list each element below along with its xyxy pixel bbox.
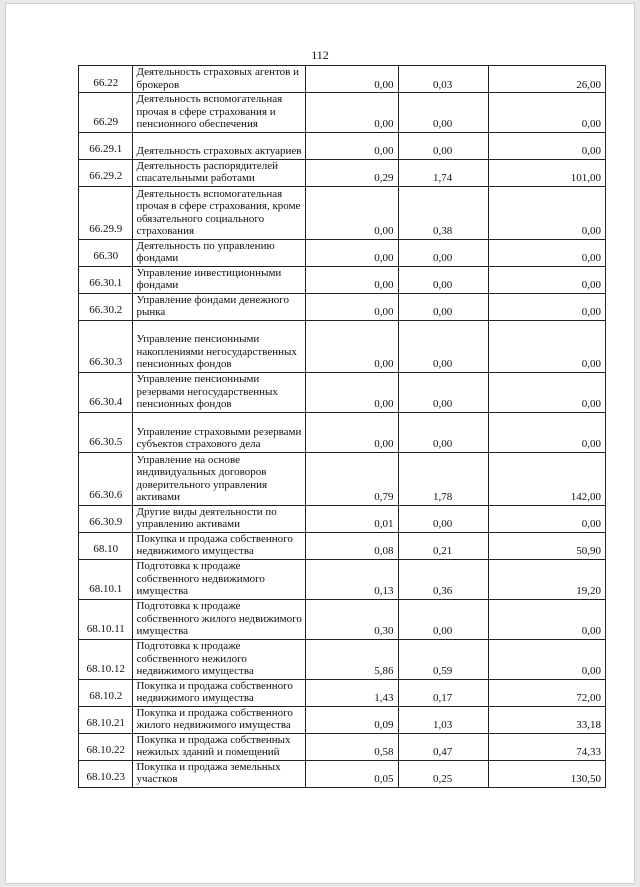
row-activity-name: Управление на основе индивидуальных договоров доверительного управления активами	[133, 452, 306, 505]
row-value-3: 130,50	[488, 760, 605, 787]
row-value-2: 0,00	[398, 320, 488, 372]
table-row	[79, 733, 606, 760]
table-row	[79, 293, 606, 320]
row-value-3: 0,00	[488, 93, 605, 133]
row-value-1: 0,00	[306, 293, 398, 320]
row-activity-name: Покупка и продажа земельных участков	[133, 760, 306, 787]
row-value-2: 0,00	[398, 505, 488, 532]
activity-table	[78, 65, 606, 788]
table-row	[79, 412, 606, 452]
row-value-3: 142,00	[488, 452, 605, 505]
row-code: 66.30.1	[79, 266, 133, 293]
row-value-3: 0,00	[488, 266, 605, 293]
row-value-2: 0,21	[398, 532, 488, 559]
table-row	[79, 760, 606, 787]
row-value-3: 0,00	[488, 599, 605, 639]
table-row	[79, 186, 606, 239]
row-value-2: 0,17	[398, 679, 488, 706]
row-value-2: 0,00	[398, 132, 488, 159]
table-row	[79, 66, 606, 93]
row-activity-name: Управление инвестиционными фондами	[133, 266, 306, 293]
row-code: 66.29.1	[79, 132, 133, 159]
row-code: 68.10.1	[79, 559, 133, 599]
row-code: 68.10.2	[79, 679, 133, 706]
row-code: 66.30	[79, 239, 133, 266]
table-row	[79, 532, 606, 559]
row-activity-name: Подготовка к продаже собственного недвижимого имущества	[133, 559, 306, 599]
row-code: 68.10.21	[79, 706, 133, 733]
row-value-2: 0,00	[398, 239, 488, 266]
row-value-1: 0,29	[306, 159, 398, 186]
table-row	[79, 266, 606, 293]
row-activity-name: Деятельность распорядителей спасательными работами	[133, 159, 306, 186]
row-value-1: 0,00	[306, 186, 398, 239]
row-value-1: 5,86	[306, 639, 398, 679]
row-value-2: 0,36	[398, 559, 488, 599]
row-value-1: 0,00	[306, 372, 398, 412]
row-value-1: 0,01	[306, 505, 398, 532]
row-value-2: 0,25	[398, 760, 488, 787]
row-value-1: 0,58	[306, 733, 398, 760]
row-code: 66.22	[79, 66, 133, 93]
row-value-1: 0,00	[306, 239, 398, 266]
row-value-1: 0,05	[306, 760, 398, 787]
row-activity-name: Покупка и продажа собственного недвижимого имущества	[133, 532, 306, 559]
row-value-1: 0,79	[306, 452, 398, 505]
row-value-3: 50,90	[488, 532, 605, 559]
row-activity-name: Подготовка к продаже собственного нежилого недвижимого имущества	[133, 639, 306, 679]
table-row	[79, 452, 606, 505]
row-code: 66.30.3	[79, 320, 133, 372]
row-code: 66.30.5	[79, 412, 133, 452]
row-activity-name: Покупка и продажа собственных нежилых зданий и помещений	[133, 733, 306, 760]
row-value-1: 0,00	[306, 93, 398, 133]
row-activity-name: Покупка и продажа собственного жилого недвижимого имущества	[133, 706, 306, 733]
table-row	[79, 159, 606, 186]
row-value-2: 0,59	[398, 639, 488, 679]
row-value-1: 1,43	[306, 679, 398, 706]
row-value-2: 0,00	[398, 599, 488, 639]
row-value-2: 0,47	[398, 733, 488, 760]
table-row	[79, 132, 606, 159]
table-row	[79, 559, 606, 599]
row-value-3: 0,00	[488, 639, 605, 679]
row-activity-name: Управление пенсионными резервами негосударственных пенсионных фондов	[133, 372, 306, 412]
row-value-1: 0,00	[306, 412, 398, 452]
row-value-2: 0,00	[398, 293, 488, 320]
row-value-3: 0,00	[488, 412, 605, 452]
row-value-3: 0,00	[488, 320, 605, 372]
page-number: 112	[311, 48, 329, 62]
row-value-1: 0,00	[306, 266, 398, 293]
row-code: 66.29.9	[79, 186, 133, 239]
row-value-2: 1,74	[398, 159, 488, 186]
row-value-3: 19,20	[488, 559, 605, 599]
row-value-1: 0,00	[306, 132, 398, 159]
row-code: 68.10.23	[79, 760, 133, 787]
row-value-1: 0,00	[306, 320, 398, 372]
row-code: 66.30.2	[79, 293, 133, 320]
row-value-3: 0,00	[488, 239, 605, 266]
row-value-3: 0,00	[488, 372, 605, 412]
row-value-2: 1,78	[398, 452, 488, 505]
row-value-3: 0,00	[488, 132, 605, 159]
table-row	[79, 239, 606, 266]
row-value-3: 33,18	[488, 706, 605, 733]
row-value-3: 74,33	[488, 733, 605, 760]
row-activity-name: Покупка и продажа собственного недвижимого имущества	[133, 679, 306, 706]
table-row	[79, 639, 606, 679]
row-value-1: 0,13	[306, 559, 398, 599]
row-code: 66.30.6	[79, 452, 133, 505]
row-value-1: 0,00	[306, 66, 398, 93]
table-row	[79, 372, 606, 412]
row-value-2: 0,03	[398, 66, 488, 93]
row-value-3: 26,00	[488, 66, 605, 93]
row-value-3: 0,00	[488, 505, 605, 532]
table-row	[79, 320, 606, 372]
row-activity-name: Деятельность вспомогательная прочая в сфере страхования, кроме обязательного социального страхования	[133, 186, 306, 239]
row-value-2: 0,00	[398, 93, 488, 133]
row-activity-name: Подготовка к продаже собственного жилого недвижимого имущества	[133, 599, 306, 639]
table-row	[79, 706, 606, 733]
row-value-1: 0,30	[306, 599, 398, 639]
table-row	[79, 505, 606, 532]
row-activity-name: Деятельность по управлению фондами	[133, 239, 306, 266]
row-code: 68.10	[79, 532, 133, 559]
row-activity-name: Другие виды деятельности по управлению активами	[133, 505, 306, 532]
row-code: 66.29	[79, 93, 133, 133]
row-activity-name: Управление фондами денежного рынка	[133, 293, 306, 320]
row-code: 66.29.2	[79, 159, 133, 186]
document-page	[6, 4, 634, 883]
row-activity-name: Деятельность вспомогательная прочая в сфере страхования и пенсионного обеспечения	[133, 93, 306, 133]
row-activity-name: Деятельность страховых агентов и брокеров	[133, 66, 306, 93]
row-code: 68.10.12	[79, 639, 133, 679]
row-value-3: 0,00	[488, 186, 605, 239]
row-value-3: 101,00	[488, 159, 605, 186]
row-value-2: 0,38	[398, 186, 488, 239]
row-value-2: 0,00	[398, 266, 488, 293]
table-row	[79, 93, 606, 133]
row-code: 66.30.9	[79, 505, 133, 532]
row-code: 68.10.11	[79, 599, 133, 639]
row-code: 66.30.4	[79, 372, 133, 412]
row-value-2: 0,00	[398, 412, 488, 452]
row-value-2: 0,00	[398, 372, 488, 412]
table-row	[79, 599, 606, 639]
row-activity-name: Управление пенсионными накоплениями негосударственных пенсионных фондов	[133, 320, 306, 372]
row-value-3: 0,00	[488, 293, 605, 320]
row-activity-name: Деятельность страховых актуариев	[133, 132, 306, 159]
row-value-2: 1,03	[398, 706, 488, 733]
row-value-3: 72,00	[488, 679, 605, 706]
row-activity-name: Управление страховыми резервами субъектов страхового дела	[133, 412, 306, 452]
row-value-1: 0,08	[306, 532, 398, 559]
table-row	[79, 679, 606, 706]
row-code: 68.10.22	[79, 733, 133, 760]
row-value-1: 0,09	[306, 706, 398, 733]
